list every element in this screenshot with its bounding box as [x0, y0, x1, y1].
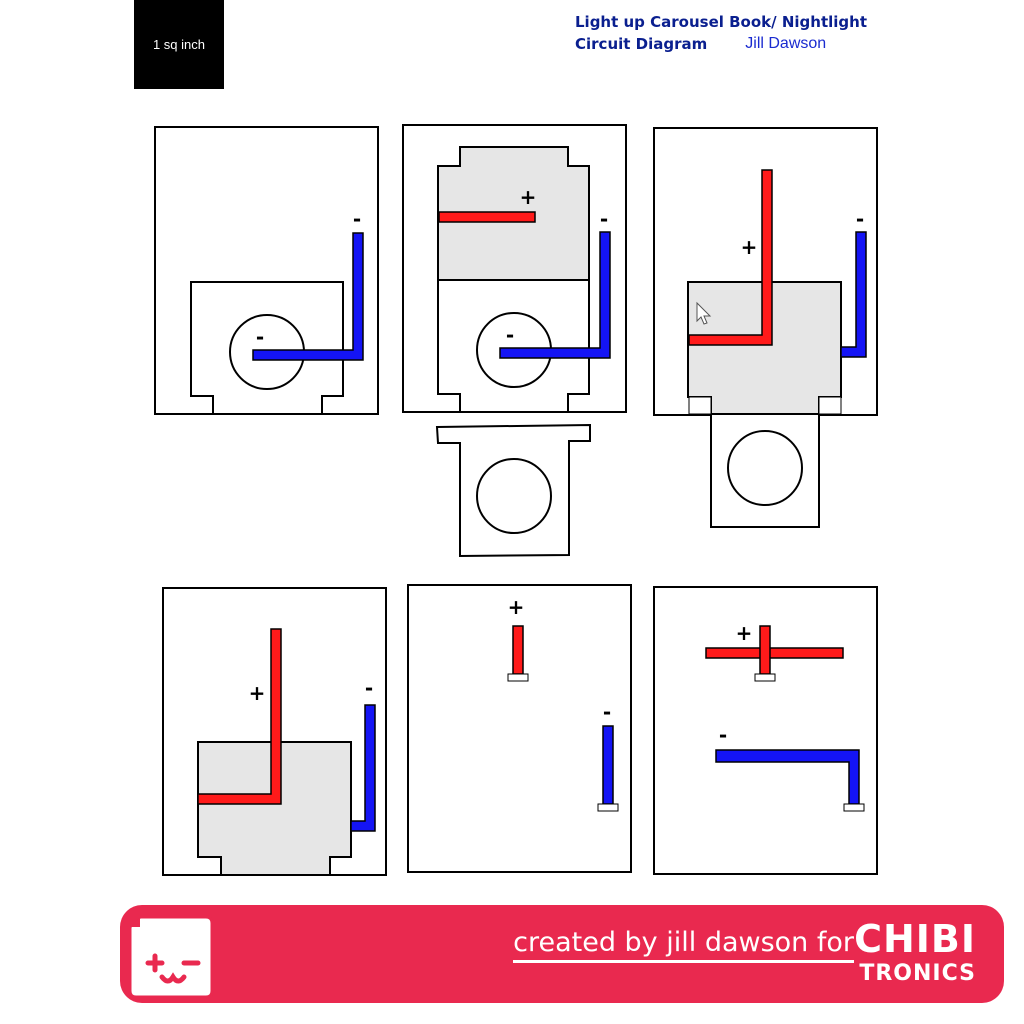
panel-3-plus-mark: +	[740, 235, 758, 259]
panel-1-minus-mark: -	[352, 207, 362, 231]
panel-6-minus-mark: -	[718, 723, 728, 747]
panel-5-negative-trace	[603, 726, 613, 804]
panel-3-notch-right	[819, 397, 841, 414]
panel-6-led-pad-negative	[844, 804, 864, 811]
panel-5-led-pad-negative	[598, 804, 618, 811]
panel-1-base-piece	[191, 282, 343, 414]
author-name: Jill Dawson	[745, 35, 827, 52]
panel-3-notch-left	[689, 397, 711, 414]
panel-5-positive-trace	[513, 626, 523, 674]
panel-3-minus-mark: -	[855, 207, 865, 231]
panel-4-minus-mark: -	[364, 676, 374, 700]
panel-1-inner-minus-mark: -	[255, 325, 265, 349]
panel-6-positive-horizontal-trace	[706, 648, 843, 658]
title-line1: Light up Carousel Book/ Nightlight	[575, 13, 867, 31]
title-line2: Circuit Diagram	[575, 35, 708, 53]
brand-name-line2: TRONICS	[859, 961, 976, 986]
scale-label: 1 sq inch	[152, 37, 206, 52]
panel-4-plus-mark: +	[248, 681, 266, 705]
panel-6-positive-vertical-trace	[760, 626, 770, 674]
panel-2-plus-mark: +	[519, 185, 537, 209]
panel-6-led-pad-positive	[755, 674, 775, 681]
brand-name-line1: CHIBI	[854, 917, 976, 961]
panel-2-positive-trace	[439, 212, 535, 222]
panel-2-minus-mark: -	[599, 207, 609, 231]
credit-text: created by jill dawson for	[513, 927, 854, 963]
chibitronics-logo-icon	[126, 911, 216, 999]
panel-2-inner-minus-mark: -	[505, 323, 515, 347]
panel-5-plus-mark: +	[507, 595, 525, 619]
panel-6-plus-mark: +	[735, 621, 753, 645]
panel-5-led-pad-positive	[508, 674, 528, 681]
panel-5-minus-mark: -	[602, 700, 612, 724]
loose-tab-piece	[437, 425, 590, 556]
footer-banner	[120, 905, 1004, 1003]
